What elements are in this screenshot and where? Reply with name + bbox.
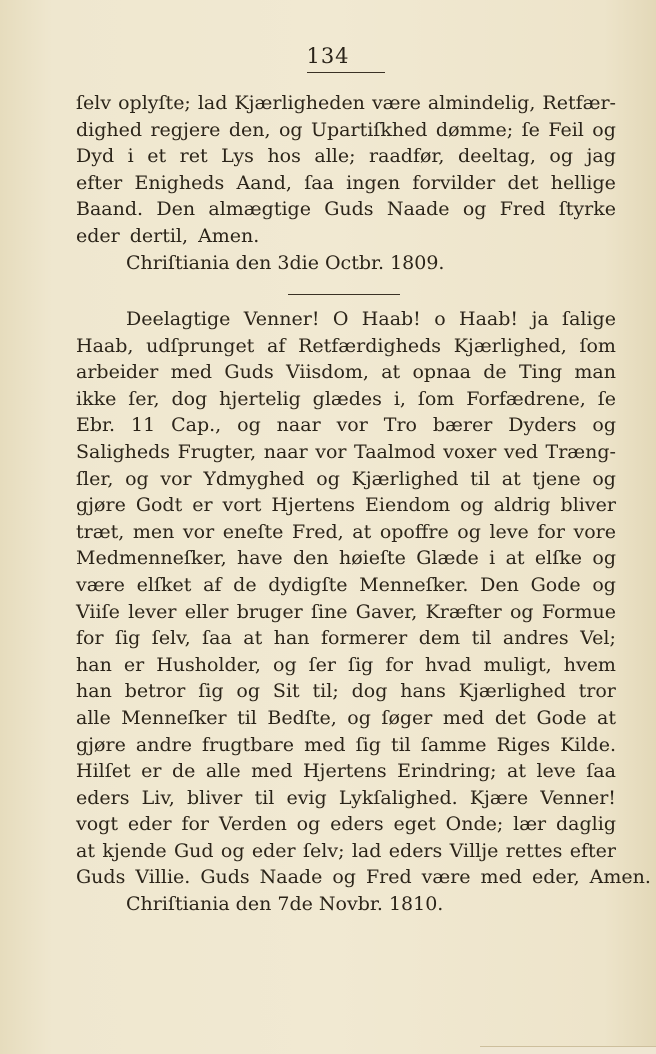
word: dydigſte <box>268 573 348 596</box>
word: Eiendom <box>365 494 451 517</box>
word: Menneſker <box>121 706 227 729</box>
word: Forfædrene, <box>466 387 586 410</box>
word: Aand, <box>236 171 292 194</box>
word: at <box>507 760 526 783</box>
word: eder, <box>531 866 580 889</box>
text-line <box>76 732 616 759</box>
text-line <box>76 306 616 333</box>
word: andre <box>135 733 192 756</box>
word: Baand. <box>76 198 144 221</box>
word: og <box>125 467 149 490</box>
word: og <box>592 547 616 570</box>
word: efter <box>569 839 616 862</box>
word: Guds <box>76 866 126 889</box>
word: til <box>237 706 257 729</box>
word: ſaa <box>304 171 334 194</box>
dateline: Chriſtiania den 3die Octbr. 1809. <box>126 251 445 274</box>
word: at <box>381 361 401 384</box>
word: ſe <box>597 387 616 410</box>
word: ſig <box>355 733 381 756</box>
word: i <box>127 145 134 168</box>
word: rettes <box>505 839 563 862</box>
word: Den <box>480 573 519 596</box>
word: Hilſet <box>76 760 131 783</box>
word: ſalige <box>562 308 616 330</box>
word: Amen. <box>589 866 651 889</box>
word: Guds <box>200 866 250 889</box>
word: Frugter, <box>177 440 257 463</box>
word: og <box>549 145 573 168</box>
word: Gaver, <box>355 600 418 623</box>
word: den, <box>228 118 271 141</box>
word: Ting <box>518 361 563 384</box>
word: til; <box>312 680 339 703</box>
dateline: Chriſtiania den 7de Novbr. 1810. <box>126 893 444 916</box>
word: eder <box>76 224 120 247</box>
word: de <box>171 760 196 783</box>
word: dog <box>351 680 388 703</box>
word: forvilder <box>412 171 496 194</box>
word: opoffre <box>379 520 449 543</box>
word: kjende <box>102 839 167 862</box>
word: Gud <box>173 839 214 862</box>
word: og <box>462 198 487 221</box>
word: alle <box>205 760 241 783</box>
word: lad <box>351 839 382 862</box>
word: alle <box>76 706 111 729</box>
word: at <box>505 547 525 570</box>
word: ved <box>503 440 539 463</box>
word: almindelig, <box>427 92 536 114</box>
word: dem <box>418 627 461 650</box>
word: vogt <box>76 813 118 836</box>
text-line <box>76 439 616 466</box>
word: og <box>457 520 481 543</box>
word: Medmenneſker, <box>76 547 227 570</box>
word: for <box>181 813 209 836</box>
word: ſler, <box>76 467 114 490</box>
word: ſøger <box>381 706 433 729</box>
word: og <box>332 866 356 889</box>
word: ſelv <box>76 92 112 114</box>
word: ſe <box>521 118 540 141</box>
word: i, <box>393 387 406 410</box>
page-number: 134 <box>306 44 350 68</box>
word: Dyders <box>508 414 577 437</box>
word: Gode <box>530 573 581 596</box>
word: Kræfter <box>425 600 502 623</box>
word: med <box>251 760 293 783</box>
word: Lykſalighed. <box>338 786 458 809</box>
word: de <box>233 573 257 596</box>
word: Ydmyghed <box>203 467 305 490</box>
word: tror <box>578 680 616 703</box>
text-line <box>76 838 616 865</box>
word: ſom <box>417 387 455 410</box>
word: hvad <box>424 653 472 676</box>
word: den <box>292 547 329 570</box>
word: leve <box>536 760 576 783</box>
word: Gode <box>536 706 587 729</box>
text-line <box>76 572 616 599</box>
word: at <box>352 520 372 543</box>
word: glædes <box>312 387 382 410</box>
word: o <box>434 308 446 330</box>
word: regjere <box>150 118 221 141</box>
word: deeltag, <box>457 145 536 168</box>
text-line <box>76 492 616 519</box>
text-line <box>76 412 616 439</box>
word: formerer <box>321 627 408 650</box>
word: og <box>347 706 371 729</box>
word: O <box>332 308 349 330</box>
word: ſer <box>308 653 336 676</box>
word: eder <box>127 813 172 836</box>
word: eget <box>393 813 436 836</box>
word: han <box>76 680 112 703</box>
text-line <box>76 545 616 572</box>
word: og <box>509 600 534 623</box>
word: udſprunget <box>146 334 255 357</box>
word: gjøre <box>76 733 126 756</box>
word: at <box>76 839 95 862</box>
word: bliver <box>560 494 616 517</box>
word: af <box>203 573 222 596</box>
word: Liv, <box>141 786 175 809</box>
text-line <box>76 359 616 386</box>
word: lever <box>128 600 177 623</box>
word: arbeider <box>76 361 159 384</box>
word: elſket <box>136 573 192 596</box>
word: Formue <box>541 600 616 623</box>
word: Viisdom, <box>286 361 369 384</box>
word: og <box>220 839 245 862</box>
word: alle; <box>314 145 356 168</box>
word: og <box>237 414 261 437</box>
text-line <box>76 117 616 144</box>
word: naar <box>263 440 308 463</box>
word: Deelagtige <box>126 308 231 330</box>
word: almægtige <box>208 198 311 221</box>
word: Kjære <box>469 786 529 809</box>
word: ſig <box>198 680 224 703</box>
word: lær <box>513 813 547 836</box>
word: træt, <box>76 520 125 543</box>
word: at <box>243 627 263 650</box>
text-line <box>76 811 616 838</box>
word: er <box>192 494 213 517</box>
word: eders <box>330 813 384 836</box>
word: bruger <box>236 600 303 623</box>
word: vort <box>222 494 262 517</box>
word: hvem <box>563 653 616 676</box>
word: og <box>592 118 616 141</box>
word: og <box>236 680 261 703</box>
word: med <box>304 733 346 756</box>
word: at <box>501 467 521 490</box>
word: opnaa <box>412 361 471 384</box>
word: Husholder, <box>156 653 261 676</box>
word: de <box>483 361 507 384</box>
word: med <box>442 706 485 729</box>
word: høieſte <box>338 547 406 570</box>
word: aldrig <box>493 494 551 517</box>
word: ſer, <box>128 387 160 410</box>
word: et <box>147 145 167 168</box>
word: ſaa <box>202 627 232 650</box>
word: og <box>278 118 303 141</box>
word: ſom <box>579 334 616 357</box>
word: for <box>537 520 565 543</box>
word: ingen <box>346 171 401 194</box>
text-line <box>76 625 616 652</box>
text-line <box>76 758 616 785</box>
word: Naade <box>386 198 450 221</box>
word: hellige <box>550 171 616 194</box>
word: til <box>390 733 411 756</box>
word: Venner! <box>540 786 616 809</box>
word: Feil <box>548 118 584 141</box>
word: ſelv, <box>151 627 191 650</box>
paragraph-2 <box>76 306 651 918</box>
word: vor <box>336 414 368 437</box>
word: Kjærlighed <box>458 680 566 703</box>
word: eders <box>76 786 130 809</box>
word: tjene <box>532 467 581 490</box>
section-divider <box>288 294 400 295</box>
word: dog <box>171 387 208 410</box>
word: Fred <box>499 198 546 221</box>
word: Kjærlighed <box>351 467 459 490</box>
word: for <box>385 653 413 676</box>
word: af <box>267 334 286 357</box>
text-line <box>76 386 616 413</box>
text-line <box>76 705 616 732</box>
underlying-page-edge <box>480 1046 656 1054</box>
word: være <box>421 866 471 889</box>
word: Guds <box>324 198 374 221</box>
word: Sit <box>272 680 300 703</box>
word: og <box>316 467 340 490</box>
word: vor <box>160 467 192 490</box>
word: lad <box>197 92 228 114</box>
word: med <box>170 361 213 384</box>
word: raadfør, <box>369 145 445 168</box>
header-rule <box>307 72 385 73</box>
word: naar <box>276 414 321 437</box>
word: vor <box>182 520 215 543</box>
word: man <box>574 361 616 384</box>
word: og <box>592 414 616 437</box>
text-line <box>76 143 616 170</box>
word: Lys <box>221 145 254 168</box>
word: Naade <box>259 866 323 889</box>
word: Riges <box>496 733 551 756</box>
word: Haab! <box>361 308 421 330</box>
word: hans <box>400 680 446 703</box>
text-line <box>76 196 616 223</box>
word: Kjærlighed, <box>453 334 567 357</box>
word: andres <box>502 627 569 650</box>
word: Dyd <box>76 145 115 168</box>
word: Amen. <box>198 224 260 247</box>
text-line <box>76 170 616 197</box>
word: Enigheds <box>134 171 225 194</box>
word: eders <box>388 839 443 862</box>
word: voxer <box>443 440 497 463</box>
word: hjertelig <box>219 387 301 410</box>
word: Erindring; <box>397 760 497 783</box>
word: betror <box>124 680 186 703</box>
word: ſelv; <box>302 839 345 862</box>
word: Fred, <box>291 520 344 543</box>
word: Haab! <box>459 308 519 330</box>
word: men <box>132 520 175 543</box>
word: Tro <box>383 414 417 437</box>
word: være <box>371 92 421 114</box>
text-line <box>76 785 616 812</box>
word: Villje <box>449 839 499 862</box>
word: Fred <box>365 866 412 889</box>
word: Venner! <box>243 308 320 330</box>
word: 11 <box>131 414 156 437</box>
word: er <box>123 653 145 676</box>
word: Hjertens <box>271 494 356 517</box>
word: til <box>254 786 275 809</box>
word: og <box>592 573 616 596</box>
word: ſaa <box>586 760 616 783</box>
word: dertil, <box>129 224 189 247</box>
word: og <box>592 467 616 490</box>
text-line <box>76 466 616 493</box>
word: evig <box>286 786 327 809</box>
word: Ebr. <box>76 414 116 437</box>
word: Bedſte, <box>267 706 337 729</box>
word: ikke <box>76 387 117 410</box>
word: for <box>76 627 104 650</box>
word: Saligheds <box>76 440 171 463</box>
word: efter <box>76 171 123 194</box>
word: daglig <box>556 813 616 836</box>
word: Upartiſkhed <box>310 118 428 141</box>
word: have <box>237 547 283 570</box>
word: og <box>296 813 321 836</box>
word: at <box>597 706 616 729</box>
word: hos <box>267 145 301 168</box>
word: Træng- <box>545 440 616 463</box>
word: jag <box>586 145 616 168</box>
text-line <box>76 223 616 250</box>
word: dømme; <box>435 118 514 141</box>
word: Taalmod <box>354 440 436 463</box>
word: ſig <box>115 627 141 650</box>
word: Viiſe <box>76 600 120 623</box>
paragraph-1 <box>76 90 616 277</box>
word: Kjærligheden <box>234 92 365 114</box>
word: i <box>489 547 496 570</box>
word: vore <box>573 520 616 543</box>
word: Den <box>156 198 196 221</box>
word: til <box>470 467 491 490</box>
word: Haab, <box>76 334 134 357</box>
word: bliver <box>186 786 243 809</box>
word: bærer <box>432 414 493 437</box>
word: ſine <box>310 600 348 623</box>
word: vor <box>315 440 347 463</box>
word: eller <box>184 600 229 623</box>
word: Guds <box>224 361 274 384</box>
word: ſtyrke <box>558 198 616 221</box>
word: muligt, <box>483 653 552 676</box>
word: eder <box>251 839 296 862</box>
word: ſamme <box>420 733 487 756</box>
word: med <box>480 866 522 889</box>
word: til <box>471 627 492 650</box>
word: Kilde. <box>560 733 616 756</box>
text-line <box>76 519 616 546</box>
word: være <box>76 573 125 596</box>
word: leve <box>489 520 529 543</box>
text-line <box>76 652 616 679</box>
word: han <box>273 627 310 650</box>
word: dighed <box>76 118 143 141</box>
word: Vel; <box>580 627 616 650</box>
word: Cap., <box>171 414 222 437</box>
word: Retfær- <box>542 92 616 114</box>
word: eneſte <box>222 520 284 543</box>
word: gjøre <box>76 494 126 517</box>
text-line <box>76 333 616 360</box>
word: Villie. <box>135 866 191 889</box>
word: ſig <box>348 653 374 676</box>
word: Godt <box>135 494 183 517</box>
word: og <box>273 653 297 676</box>
word: Onde; <box>445 813 504 836</box>
word: Menneſker. <box>359 573 469 596</box>
text-line <box>76 90 616 117</box>
word: det <box>507 171 539 194</box>
word: og <box>460 494 484 517</box>
word: Hjertens <box>302 760 387 783</box>
word: han <box>76 653 112 676</box>
text-line <box>76 678 616 705</box>
word: ja <box>531 308 549 330</box>
text-line <box>76 864 651 891</box>
word: ret <box>179 145 208 168</box>
word: Glæde <box>416 547 479 570</box>
word: Retfærdigheds <box>298 334 442 357</box>
word: Verden <box>218 813 287 836</box>
word: er <box>141 760 162 783</box>
word: oplyſte; <box>118 92 191 114</box>
text-line <box>76 599 616 626</box>
word: det <box>494 706 526 729</box>
word: elſke <box>534 547 583 570</box>
word: frugtbare <box>202 733 295 756</box>
